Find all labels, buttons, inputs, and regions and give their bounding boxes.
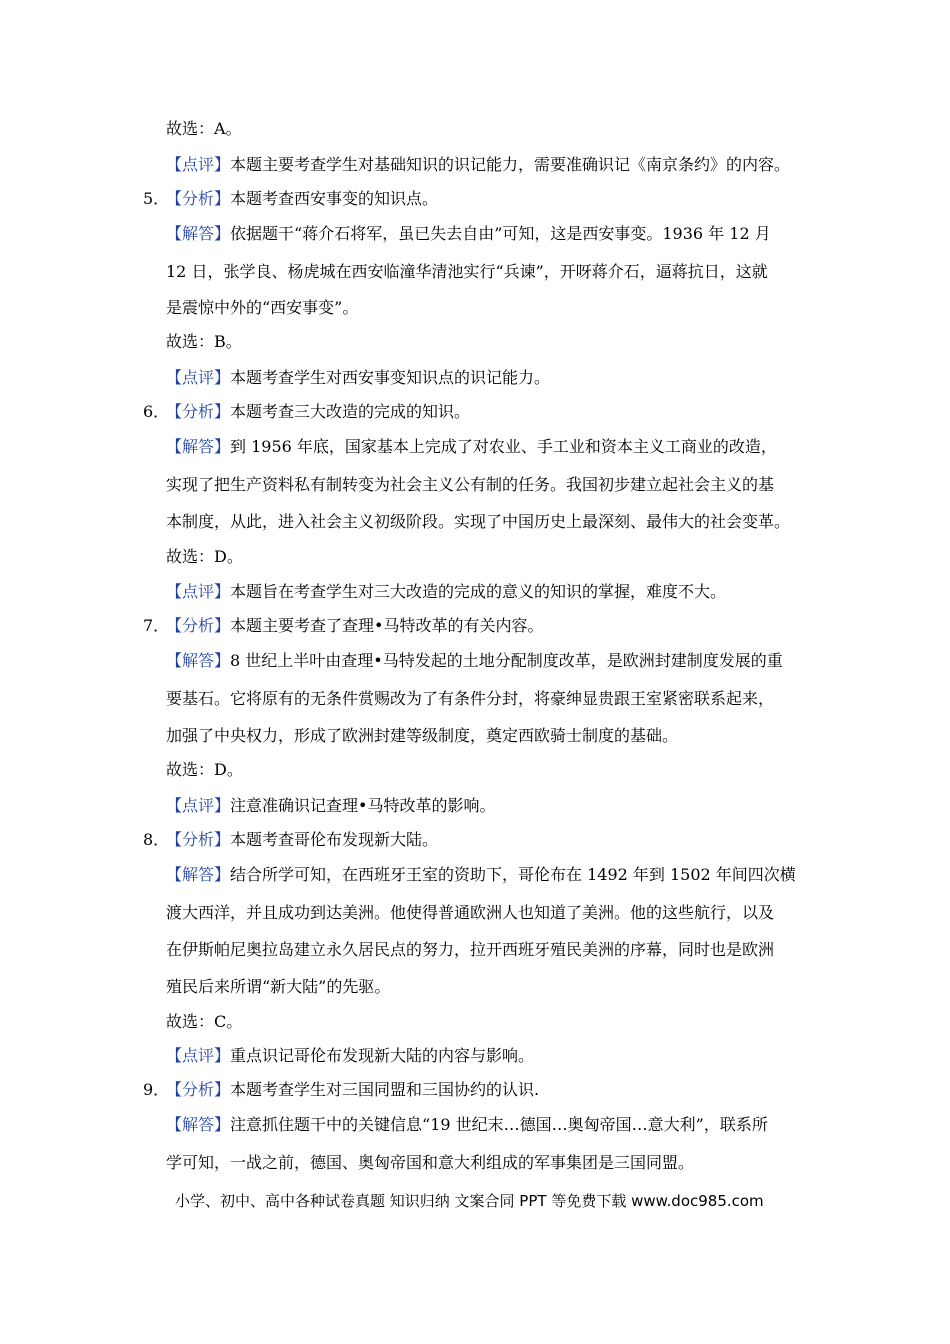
q6-answer-line: 实现了把生产资料私有制转变为社会主义公有制的任务。我国初步建立起社会主义的基 bbox=[166, 475, 775, 494]
analysis-tag: 【分析】 bbox=[166, 1080, 231, 1099]
q9-answer-line: 学可知，一战之前，德国、奥匈帝国和意大利组成的军事集团是三国同盟。 bbox=[166, 1153, 695, 1172]
q5-choice: 故选：B。 bbox=[166, 332, 242, 351]
q9-answer-line bbox=[166, 1114, 768, 1136]
q6-analysis bbox=[166, 401, 470, 423]
q5-answer-line bbox=[166, 223, 771, 245]
q8-comment bbox=[166, 1045, 534, 1067]
q8-answer-line: 渡大西洋，并且成功到达美洲。他使得普通欧洲人也知道了美洲。他的这些航行，以及 bbox=[166, 903, 775, 922]
comment-tag: 【点评】 bbox=[166, 796, 231, 815]
answer-text: 结合所学可知，在西班牙王室的资助下，哥伦布在 1492 年到 1502 年间四次横 bbox=[230, 865, 796, 884]
q7-choice: 故选：D。 bbox=[166, 760, 243, 779]
comment-tag: 【点评】 bbox=[166, 155, 231, 174]
analysis-tag: 【分析】 bbox=[166, 616, 231, 635]
q9-analysis bbox=[166, 1079, 539, 1101]
comment-text: 注意准确识记查理•马特改革的影响。 bbox=[230, 796, 496, 815]
answer-tag: 【解答】 bbox=[166, 224, 231, 243]
question-number: 9． bbox=[143, 1080, 170, 1099]
q7-answer-line bbox=[166, 650, 783, 672]
q7-answer-line: 要基石。它将原有的无条件赏赐改为了有条件分封，将豪绅显贵跟王室紧密联系起来， bbox=[166, 689, 775, 708]
q7-answer-line: 加强了中央权力，形成了欧洲封建等级制度，奠定西欧骑士制度的基础。 bbox=[166, 726, 679, 745]
comment-tag: 【点评】 bbox=[166, 368, 231, 387]
comment-tag: 【点评】 bbox=[166, 582, 231, 601]
analysis-text: 本题考查三大改造的完成的知识。 bbox=[230, 402, 471, 421]
analysis-text: 本题考查学生对三国同盟和三国协约的认识. bbox=[230, 1080, 540, 1099]
question-number: 7． bbox=[143, 616, 170, 635]
q8-choice: 故选：C。 bbox=[166, 1012, 243, 1031]
question-number: 8． bbox=[143, 830, 170, 849]
analysis-text: 本题考查哥伦布发现新大陆。 bbox=[230, 830, 439, 849]
q8-answer-line: 在伊斯帕尼奥拉岛建立永久居民点的努力，拉开西班牙殖民美洲的序幕，同时也是欧洲 bbox=[166, 940, 775, 959]
q6-comment bbox=[166, 581, 726, 603]
analysis-text: 本题考查西安事变的知识点。 bbox=[230, 189, 439, 208]
answer-tag: 【解答】 bbox=[166, 651, 231, 670]
analysis-text: 本题主要考查了查理•马特改革的有关内容。 bbox=[230, 616, 544, 635]
answer-tag: 【解答】 bbox=[166, 1115, 231, 1134]
q4-choice: 故选：A。 bbox=[166, 119, 242, 138]
comment-text: 重点识记哥伦布发现新大陆的内容与影响。 bbox=[230, 1046, 535, 1065]
q7-comment bbox=[166, 795, 495, 817]
q6-choice: 故选：D。 bbox=[166, 547, 243, 566]
analysis-tag: 【分析】 bbox=[166, 830, 231, 849]
q5-answer-line: 12 日，张学良、杨虎城在西安临潼华清池实行“兵谏”，开呀蒋介石，逼蒋抗日，这就 bbox=[166, 262, 768, 281]
q5-answer-line: 是震惊中外的“西安事变”。 bbox=[166, 298, 359, 317]
comment-tag: 【点评】 bbox=[166, 1046, 231, 1065]
answer-tag: 【解答】 bbox=[166, 865, 231, 884]
answer-text: 依据题干“蒋介石将军，虽已失去自由”可知，这是西安事变。1936 年 12 月 bbox=[230, 224, 771, 243]
answer-tag: 【解答】 bbox=[166, 437, 231, 456]
analysis-tag: 【分析】 bbox=[166, 189, 231, 208]
q7-analysis bbox=[166, 615, 543, 637]
q4-comment bbox=[166, 154, 790, 176]
answer-text: 注意抓住题干中的关键信息“19 世纪末…德国…奥匈帝国…意大利”，联系所 bbox=[230, 1115, 768, 1134]
q8-answer-line bbox=[166, 864, 796, 886]
q8-analysis bbox=[166, 829, 438, 851]
q5-analysis bbox=[166, 188, 438, 210]
question-number: 5． bbox=[143, 189, 170, 208]
q5-comment bbox=[166, 367, 550, 389]
analysis-tag: 【分析】 bbox=[166, 402, 231, 421]
comment-text: 本题考查学生对西安事变知识点的识记能力。 bbox=[230, 368, 551, 387]
q8-answer-line: 殖民后来所谓“新大陆”的先驱。 bbox=[166, 977, 391, 996]
answer-text: 到 1956 年底，国家基本上完成了对农业、手工业和资本主义工商业的改造， bbox=[230, 437, 777, 456]
q6-answer-line: 本制度，从此，进入社会主义初级阶段。实现了中国历史上最深刻、最伟大的社会变革。 bbox=[166, 512, 791, 531]
comment-text: 本题旨在考查学生对三大改造的完成的意义的知识的掌握，难度不大。 bbox=[230, 582, 727, 601]
question-number: 6． bbox=[143, 402, 170, 421]
page-footer: 小学、初中、高中各种试卷真题 知识归纳 文案合同 PPT 等免费下载 www.doc985.com bbox=[175, 1192, 764, 1210]
q6-answer-line bbox=[166, 436, 777, 458]
answer-text: 8 世纪上半叶由查理•马特发起的土地分配制度改革，是欧洲封建制度发展的重 bbox=[230, 651, 783, 670]
comment-text: 本题主要考查学生对基础知识的识记能力，需要准确识记《南京条约》的内容。 bbox=[230, 155, 791, 174]
